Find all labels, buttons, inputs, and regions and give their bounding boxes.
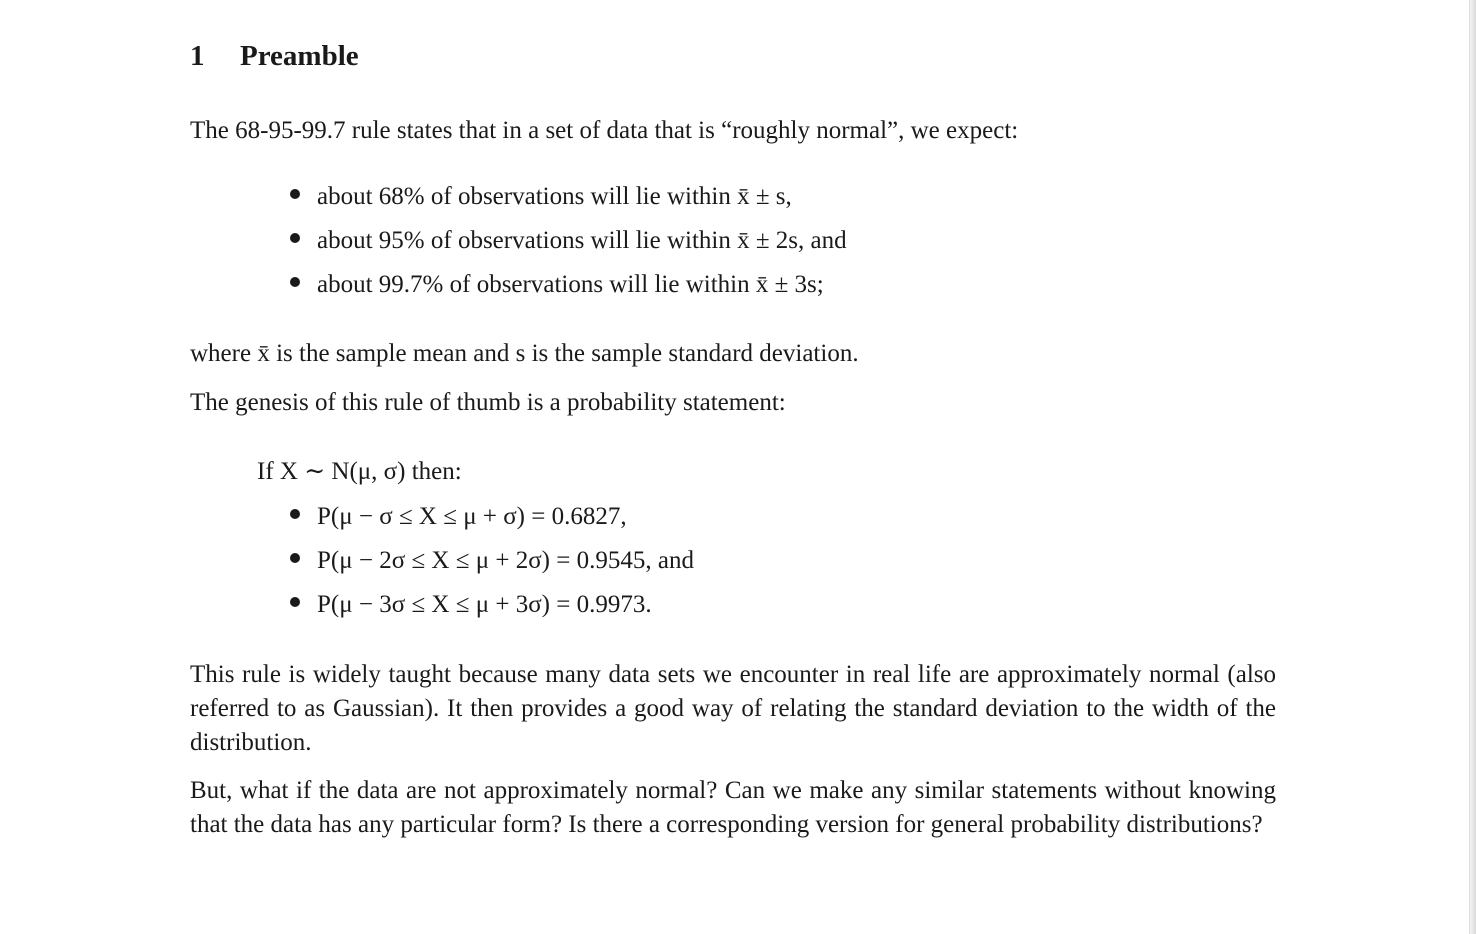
rule-bullet-text: about 95% of observations will lie within x̄ ± 2s, and [317, 227, 847, 254]
probability-bullet-list [290, 495, 1276, 627]
probability-bullet-text: P(μ − σ ≤ X ≤ μ + σ) = 0.6827, [317, 503, 627, 530]
section-number: 1 [190, 40, 205, 72]
probability-bullet-text: P(μ − 2σ ≤ X ≤ μ + 2σ) = 0.9545, and [317, 547, 694, 574]
rule-bullet-text: about 99.7% of observations will lie within x̄ ± 3s; [317, 271, 824, 298]
probability-bullet-item [290, 583, 1276, 627]
probability-bullet-item [290, 539, 1276, 583]
bullet-icon [290, 189, 300, 199]
intro-paragraph: The 68-95-99.7 rule states that in a set of data that is “roughly normal”, we expect: [190, 117, 1019, 144]
section-heading [190, 36, 1276, 76]
bullet-icon [290, 509, 300, 519]
probability-bullet-item [290, 495, 1276, 539]
rule-bullet-text: about 68% of observations will lie within x̄ ± s, [317, 183, 792, 210]
bullet-icon [290, 553, 300, 563]
condition-statement: If X ∼ N(μ, σ) then: [257, 458, 462, 485]
widely-taught-paragraph: This rule is widely taught because many data sets we encounter in real life are approximately normal (also referred to as Gaussian). It then provides a good way of relating the standard deviation to the width of the distribution. [190, 661, 1276, 756]
rule-bullet-list [290, 175, 1276, 307]
bullet-icon [290, 233, 300, 243]
rule-bullet-item [290, 263, 1276, 307]
section-title: Preamble [240, 40, 359, 72]
genesis-paragraph: The genesis of this rule of thumb is a probability statement: [190, 389, 786, 416]
where-paragraph: where x̄ is the sample mean and s is the sample standard deviation. [190, 340, 859, 367]
non-normal-paragraph: But, what if the data are not approximately normal? Can we make any similar statements without knowing that the data has any particular form? Is there a corresponding version for general probability distributions? [190, 777, 1276, 838]
document-page [190, 36, 1276, 842]
page-right-edge [1469, 0, 1476, 934]
probability-bullet-text: P(μ − 3σ ≤ X ≤ μ + 3σ) = 0.9973. [317, 591, 652, 618]
rule-bullet-item [290, 219, 1276, 263]
bullet-icon [290, 597, 300, 607]
rule-bullet-item [290, 175, 1276, 219]
bullet-icon [290, 277, 300, 287]
